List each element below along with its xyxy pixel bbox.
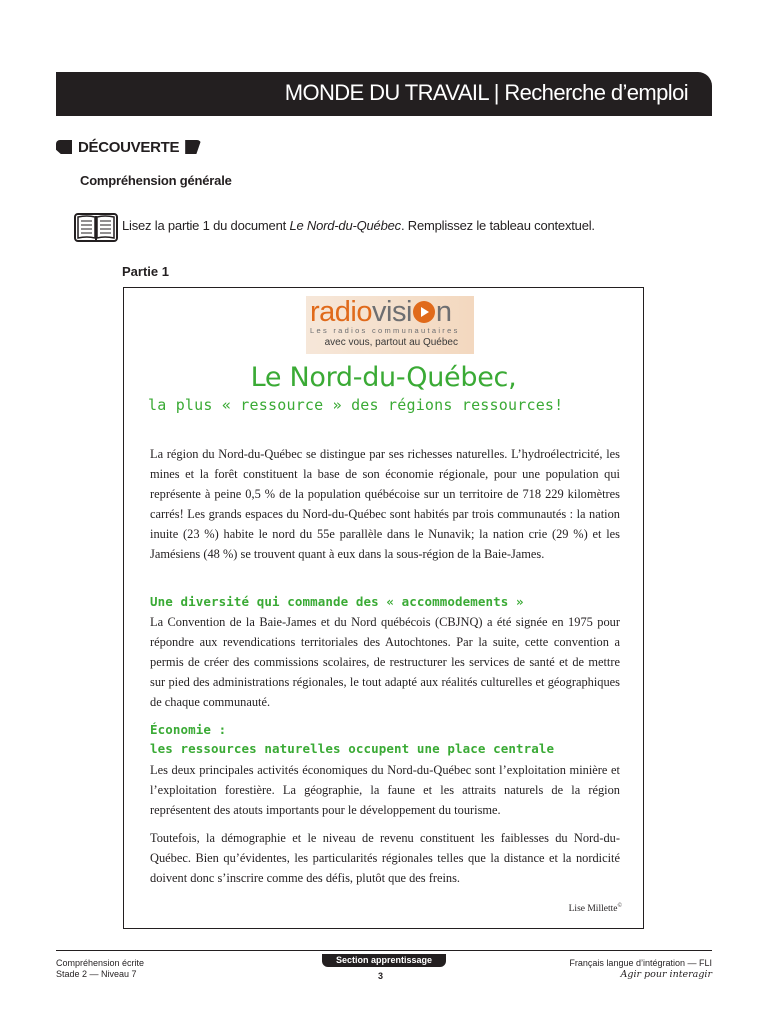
subheading: Compréhension générale <box>80 173 232 188</box>
play-icon <box>413 301 435 323</box>
article-heading-economy-sub: les ressources naturelles occupent une place centrale <box>150 741 555 756</box>
section-tab-left-icon <box>56 140 72 154</box>
footer-section-tab: Section apprentissage <box>322 954 446 967</box>
author-name: Lise Millette <box>568 904 618 915</box>
footer-divider <box>56 950 712 951</box>
article-paragraph-4: Toutefois, la démographie et le niveau de revenu constituent les faiblesses du Nord-du-Québec. Bien qu’évidentes, les particularités régionales telles que la distance et la nordicité doivent donc s’inscrire comme des défis, plutôt que des freins. <box>150 831 620 885</box>
part-label: Partie 1 <box>122 264 169 279</box>
section-label <box>56 137 201 157</box>
article-paragraph-2: La Convention de la Baie-James et du Nord québécois (CBJNQ) a été signée en 1975 pour répondre aux revendications territoriales des Autochtones. Par la suite, cette convention a permis de créer des commissions scolaires, de restructurer les services de santé et de mettre sur pied des administrations régionales, le tout adapté aux réalités culturelles et géographiques de chaque communauté. <box>150 615 620 709</box>
page-header-bar <box>56 72 712 116</box>
logo-radio-text: radio <box>310 296 372 328</box>
instruction-doc-title: Le Nord-du-Québec <box>289 218 401 233</box>
article-paragraph-3: Les deux principales activités économiques du Nord-du-Québec sont l’exploitation minière et l’exploitation forestière. La géographie, la faune et les attraits naturels de la région représentent des atouts importants pour le développement du tourisme. <box>150 763 620 817</box>
article-subtitle: la plus « ressource » des régions ressources! <box>148 396 564 414</box>
logo-subtitle: Les radios communautaires <box>310 326 460 335</box>
article-heading-diversity: Une diversité qui commande des « accommodements » <box>150 594 524 609</box>
instruction-after: . Remplissez le tableau contextuel. <box>400 218 595 233</box>
footer-level: Stade 2 — Niveau 7 <box>56 969 137 979</box>
article-paragraph-1: La région du Nord-du-Québec se distingue par ses richesses naturelles. L’hydroélectricité, les mines et la forêt constituent la base de son économie régionale, pour une population qui représente à peine 0,5 % de la population québécoise sur un territoire de 718 229 kilomètres carrés! Les grands espaces du Nord-du-Québec sont habités par trois communautés : la nation inuite (23 %) habite le nord du 55e parallèle dans le Nunavik; la nation crie (29 %) et les Jamésiens (48 %) se trouvent quant à eux dans la sous-région de la Baie-James. <box>150 447 620 561</box>
instruction-text <box>122 218 595 233</box>
article-heading-economy: Économie : <box>150 722 227 737</box>
article-title: Le Nord-du-Québec, <box>250 362 517 393</box>
footer-right <box>569 958 712 980</box>
radiovision-logo <box>306 296 474 354</box>
footer-motto: Agir pour interagir <box>620 969 712 980</box>
section-tab-right-icon <box>185 140 201 154</box>
author-copyright-mark: © <box>617 903 622 909</box>
page-number: 3 <box>378 971 384 981</box>
footer-program: Français langue d’intégration — FLI <box>569 958 712 968</box>
footer-course: Compréhension écrite <box>56 958 145 968</box>
logo-vision-end: n <box>435 296 452 328</box>
footer-left <box>56 958 144 980</box>
article-author <box>569 903 622 914</box>
instruction-before: Lisez la partie 1 du document <box>122 218 290 233</box>
section-title: DÉCOUVERTE <box>78 138 180 156</box>
logo-wordmark <box>310 296 452 329</box>
book-icon <box>74 211 118 243</box>
logo-vision-text: visi <box>372 296 412 328</box>
logo-tagline: avec vous, partout au Québec <box>324 337 458 348</box>
page-header-title: MONDE DU TRAVAIL | Recherche d’emploi <box>284 80 688 105</box>
